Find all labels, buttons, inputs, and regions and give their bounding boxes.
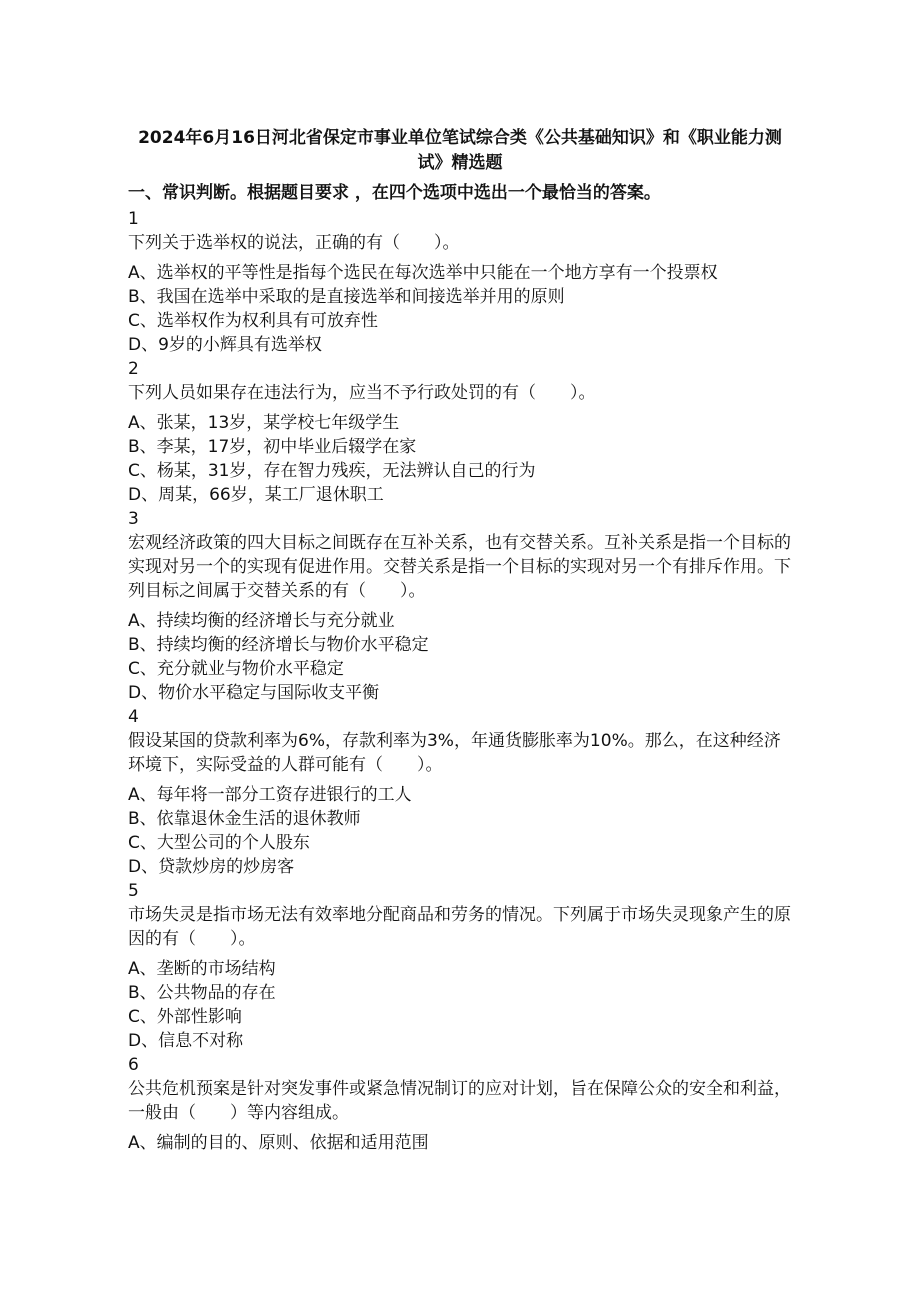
question-option: C、杨某，31岁，存在智力残疾，无法辨认自己的行为	[128, 461, 536, 481]
question-item	[128, 207, 796, 357]
question-list	[128, 207, 796, 1155]
question-item	[128, 1053, 796, 1155]
question-option: A、张某，13岁，某学校七年级学生	[128, 413, 400, 433]
question-option: C、大型公司的个人股东	[128, 833, 310, 853]
question-option: A、每年将一部分工资存进银行的工人	[128, 785, 412, 805]
question-item	[128, 705, 796, 879]
section-heading: 一、常识判断。根据题目要求 ，在四个选项中选出一个最恰当的答案。	[128, 183, 661, 203]
question-option: D、周某，66岁，某工厂退休职工	[128, 485, 384, 505]
question-option: B、李某，17岁，初中毕业后辍学在家	[128, 437, 417, 457]
question-number: 3	[128, 509, 139, 529]
question-number: 1	[128, 209, 139, 229]
question-option: A、持续均衡的经济增长与充分就业	[128, 611, 395, 631]
question-stem: 下列人员如果存在违法行为，应当不予行政处罚的有（ ）。	[128, 383, 596, 403]
question-option: C、选举权作为权利具有可放弃性	[128, 311, 378, 331]
question-option: D、信息不对称	[128, 1031, 244, 1051]
question-option: B、依靠退休金生活的退休教师	[128, 809, 361, 829]
question-stem: 宏观经济政策的四大目标之间既存在互补关系，也有交替关系。互补关系是指一个目标的实现对另一个的实现有促进作用。交替关系是指一个目标的实现对另一个有排斥作用。下列目标之间属于交替关系的有（ ）。	[128, 533, 791, 601]
question-number: 2	[128, 359, 139, 379]
question-option: D、9岁的小辉具有选举权	[128, 335, 322, 355]
question-option: B、持续均衡的经济增长与物价水平稳定	[128, 635, 429, 655]
question-number: 4	[128, 707, 139, 727]
question-stem: 公共危机预案是针对突发事件或紧急情况制订的应对计划，旨在保障公众的安全和利益，一般由（ ）等内容组成。	[128, 1079, 791, 1123]
question-option: B、公共物品的存在	[128, 983, 276, 1003]
question-option: A、编制的目的、原则、依据和适用范围	[128, 1133, 429, 1153]
question-number: 6	[128, 1055, 139, 1075]
question-stem: 下列关于选举权的说法，正确的有（ ）。	[128, 233, 460, 253]
question-option: A、垄断的市场结构	[128, 959, 276, 979]
question-item	[128, 879, 796, 1053]
question-number: 5	[128, 881, 139, 901]
question-item	[128, 507, 796, 705]
question-stem: 市场失灵是指市场无法有效率地分配商品和劳务的情况。下列属于市场失灵现象产生的原因的有（ ）。	[128, 905, 791, 949]
question-option: A、选举权的平等性是指每个选民在每次选举中只能在一个地方享有一个投票权	[128, 263, 718, 283]
document-title: 2024年6月16日河北省保定市事业单位笔试综合类《公共基础知识》和《职业能力测试》精选题	[138, 128, 782, 173]
question-item	[128, 357, 796, 507]
question-option: C、外部性影响	[128, 1007, 242, 1027]
question-option: D、物价水平稳定与国际收支平衡	[128, 683, 380, 703]
question-option: D、贷款炒房的炒房客	[128, 857, 295, 877]
question-stem: 假设某国的贷款利率为6%，存款利率为3%，年通货膨胀率为10%。那么，在这种经济环境下，实际受益的人群可能有（ ）。	[128, 731, 781, 775]
question-option: C、充分就业与物价水平稳定	[128, 659, 344, 679]
question-option: B、我国在选举中采取的是直接选举和间接选举并用的原则	[128, 287, 565, 307]
